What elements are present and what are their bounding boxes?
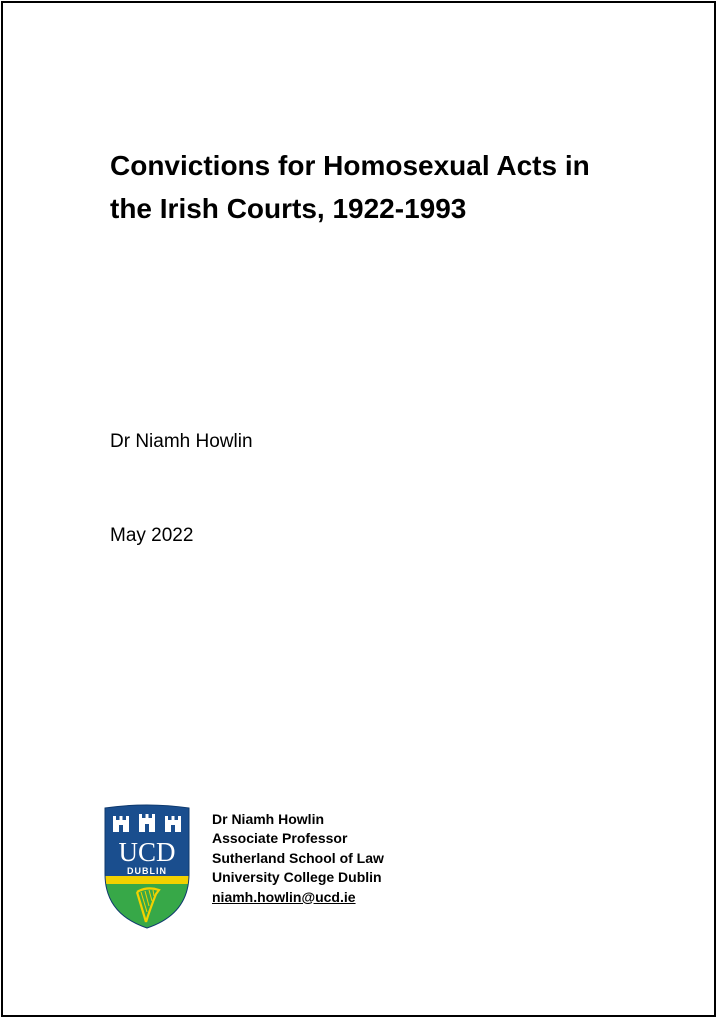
contact-name: Dr Niamh Howlin	[212, 811, 325, 827]
document-title	[110, 144, 700, 230]
contact-position: Associate Professor	[212, 830, 348, 847]
contact-email-link[interactable]: niamh.howlin@ucd.ie	[212, 888, 356, 905]
contact-school: Sutherland School of Law	[212, 849, 384, 866]
author-name: Dr Niamh Howlin	[110, 431, 253, 452]
ucd-logo	[102, 804, 192, 930]
publication-date: May 2022	[110, 525, 194, 546]
title-line-1: Convictions for Homosexual Acts in	[110, 150, 590, 181]
title-line-2: the Irish Courts, 1922-1993	[110, 193, 467, 224]
contact-block	[212, 810, 384, 907]
logo-text-main: UCD	[118, 837, 176, 867]
logo-text-sub: DUBLIN	[127, 866, 167, 876]
contact-university: University College Dublin	[212, 869, 382, 886]
